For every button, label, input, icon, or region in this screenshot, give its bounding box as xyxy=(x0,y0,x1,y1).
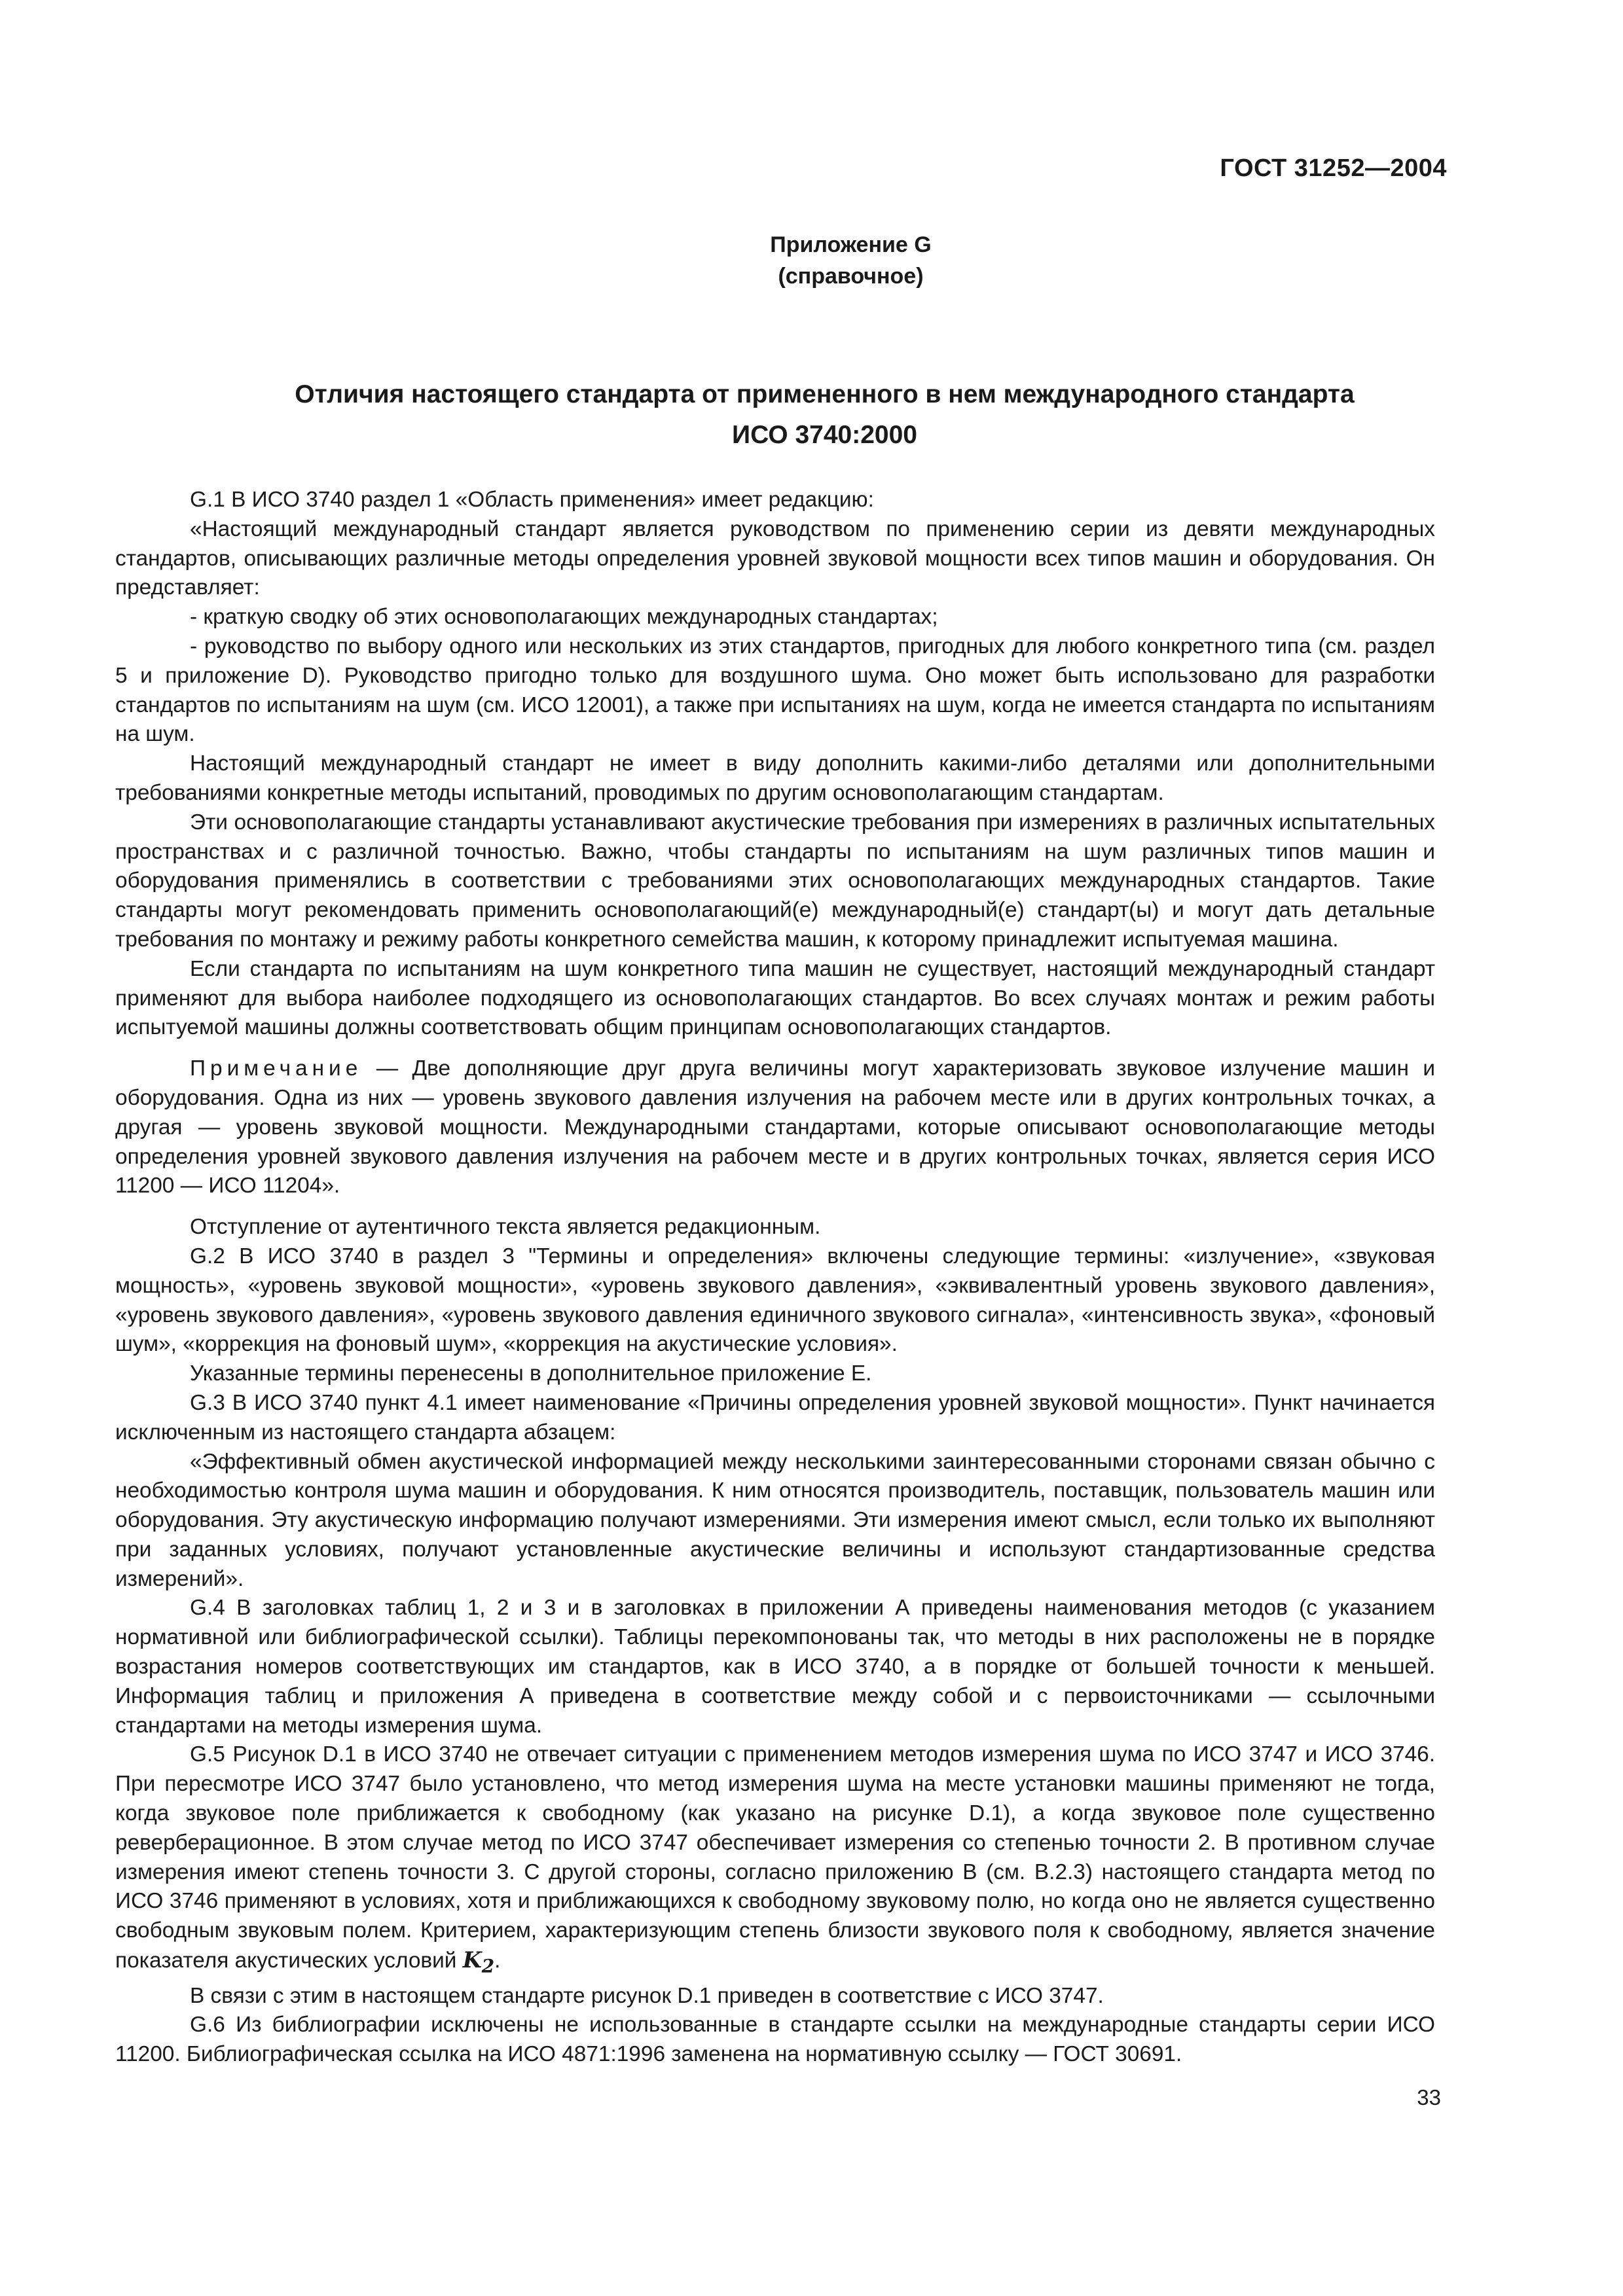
note-paragraph xyxy=(115,1054,1435,1201)
title-line-1: Отличия настоящего стандарта от примененного в нем международного стандарта xyxy=(295,380,1355,408)
paragraph-g1-intro: G.1 В ИСО 3740 раздел 1 «Область применения» имеет редакцию: xyxy=(190,488,874,512)
paragraph-g1-p3: Настоящий международный стандарт не имеет в виду дополнить какими-либо деталями или дополнительными требованиями конкретные методы испытаний, проводимых по другим основополагающим стандартам. xyxy=(115,751,1435,805)
note-text: — Две дополняющие друг друга величины могут характеризовать звуковое излучение машин и оборудования. Одна из них — уровень звукового давления излучения на рабочем месте или в других контрольных точках, а другая — уровень звуковой мощности. Международными стандартами, которые описывают основополагающие методы определения уровней звукового давления излучения на рабочем месте и в других контрольных точках, является серия ИСО 11200 — ИСО 11204». xyxy=(115,1056,1435,1198)
list-item-1: - краткую сводку об этих основополагающих международных стандартах; xyxy=(190,605,938,630)
paragraph-g1-p5: Если стандарта по испытаниям на шум конкретного типа машин не существует, настоящий международный стандарт применяют для выбора наиболее подходящего из основополагающих стандартов. Во всех случаях монтаж и режим работы испытуемой машины должны соответствовать общим принципам основополагающих стандартов. xyxy=(115,956,1435,1040)
list-item-2: - руководство по выбору одного или нескольких из этих стандартов, пригодных для любого конкретного типа (см. раздел 5 и приложение D). Руководство пригодно только для воздушного шума. Оно может быть использовано для разработки стандартов по испытаниям на шум (см. ИСО 12001), а также при испытаниях на шум, когда не имеется стандарта по испытаниям на шум. xyxy=(115,634,1435,747)
document-title xyxy=(111,374,1512,456)
k2-subscript: 2 xyxy=(481,1955,495,1977)
paragraph-g5 xyxy=(115,1740,1435,1981)
paragraph-g3-quote: «Эффективный обмен акустической информацией между несколькими заинтересованными сторонами связан обычно с необходимостью контроля шума машин и оборудования. К ним относятся производитель, поставщик, пользователь машин или оборудования. Эту акустическую информацию получают измерениями. Эти измерения имеют смысл, если только их выполняют при заданных условиях, получают установленные акустические величины и используют стандартизованные средства измерений». xyxy=(115,1449,1435,1591)
paragraph-g1-quote: «Настоящий международный стандарт является руководством по применению серии из девяти международных стандартов, описывающих различные методы определения уровней звуковой мощности всех типов машин и оборудования. Он представляет: xyxy=(115,516,1435,600)
document-body xyxy=(115,486,1435,2070)
paragraph-g1-deviation: Отступление от аутентичного текста является редакционным. xyxy=(190,1215,821,1240)
annex-kind: (справочное) xyxy=(778,264,924,289)
paragraph-g5-end: . xyxy=(494,1948,501,1973)
paragraph-g2: G.2 В ИСО 3740 в раздел 3 "Термины и определения» включены следующие термины: «излучение», «звуковая мощность», «уровень звуковой мощности», «уровень звукового давления», «эквивалентный уровень звукового давления», «уровень звукового давления», «уровень звукового давления единичного звукового сигнала», «интенсивность звука», «фоновый шум», «коррекция на фоновый шум», «коррекция на акустические условия». xyxy=(115,1244,1435,1357)
note-label: Примечание xyxy=(190,1056,363,1081)
paragraph-g6: G.6 Из библиографии исключены не использованные в стандарте ссылки на международные стандарты серии ИСО 11200. Библиографическая ссылка на ИСО 4871:1996 заменена на нормативную ссылку — ГОСТ 30691. xyxy=(115,2013,1435,2067)
paragraph-g5-text: G.5 Рисунок D.1 в ИСО 3740 не отвечает ситуации с применением методов измерения шума по ИСО 3747 и ИСО 3746. При пересмотре ИСО 3747 было установлено, что метод измерения шума на месте установки машины применяют не тогда, когда звуковое поле приближается к свободному (как указано на рисунке D.1), а когда звуковое поле существенно реверберационное. В этом случае метод по ИСО 3747 обеспечивает измерения со степенью точности 2. В противном случае измерения имеют степень точности 3. С другой стороны, согласно приложению В (см. В.2.3) настоящего стандарта метод по ИСО 3746 применяют в условиях, хотя и приближающихся к свободному звуковому полю, но когда оно не является существенно свободным звуковым полем. Критерием, характеризующим степень близости звукового поля к свободному, является значение показателя акустических условий xyxy=(115,1742,1435,1973)
title-line-2: ИСО 3740:2000 xyxy=(732,421,917,449)
standard-code: ГОСТ 31252—2004 xyxy=(1220,154,1447,182)
paragraph-g1-p4: Эти основополагающие стандарты устанавливают акустические требования при измерениях в различных испытательных пространствах и с различной точностью. Важно, чтобы стандарты по испытаниям на шум различных типов машин и оборудования применялись в соответствии с требованиями этих основополагающих международных стандартов. Такие стандарты могут рекомендовать применить основополагающий(е) международный(е) стандарт(ы) и могут дать детальные требования по монтажу и режиму работы конкретного семейства машин, к которому принадлежит испытуемая машина. xyxy=(115,810,1435,952)
paragraph-g3: G.3 В ИСО 3740 пункт 4.1 имеет наименование «Причины определения уровней звуковой мощности». Пункт начинается исключенным из настоящего стандарта абзацем: xyxy=(115,1390,1435,1444)
annex-label: Приложение G xyxy=(770,232,932,257)
paragraph-g4: G.4 В заголовках таблиц 1, 2 и 3 и в заголовках в приложении А приведены наименования методов (с указанием нормативной или библиографической ссылки). Таблицы перекомпонованы так, что методы в них расположены не в порядке возрастания номеров соответствующих им стандартов, как в ИСО 3740, а в порядке от большей точности к меньшей. Информация таблиц и приложения А приведена в соответствие между собой и с первоисточниками — ссылочными стандартами на методы измерения шума. xyxy=(115,1596,1435,1738)
paragraph-g2-moved: Указанные термины перенесены в дополнительное приложение Е. xyxy=(190,1361,872,1386)
k2-symbol: K xyxy=(462,1947,482,1973)
page-number: 33 xyxy=(1417,2085,1441,2109)
paragraph-g5-tail: В связи с этим в настоящем стандарте рисунок D.1 приведен в соответствие с ИСО 3747. xyxy=(190,1983,1104,2008)
annex-heading xyxy=(0,229,1623,292)
